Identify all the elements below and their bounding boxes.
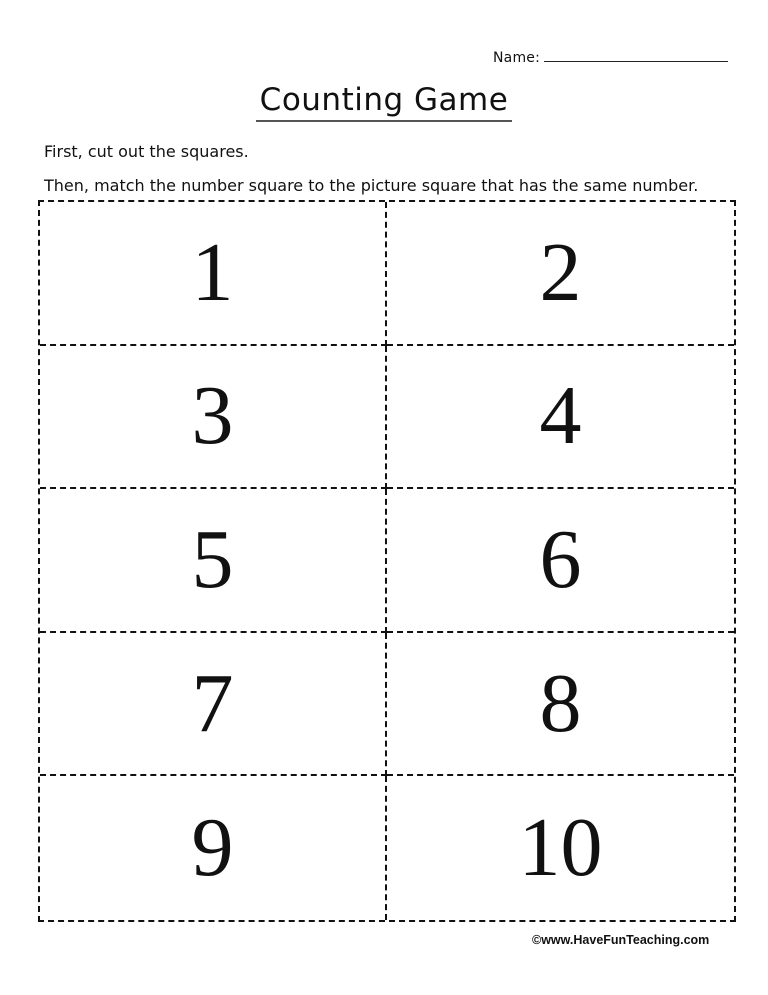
number-card-9: 9 xyxy=(40,776,387,920)
number-card-5: 5 xyxy=(40,489,387,633)
number-card-2: 2 xyxy=(387,202,734,346)
name-field xyxy=(493,50,728,66)
worksheet-title: Counting Game xyxy=(256,80,513,122)
copyright-footer: ©www.HaveFunTeaching.com xyxy=(532,933,710,947)
number-card-3: 3 xyxy=(40,346,387,490)
number-card-4: 4 xyxy=(387,346,734,490)
number-card-grid xyxy=(38,200,736,922)
name-blank-line xyxy=(544,50,728,62)
number-card-6: 6 xyxy=(387,489,734,633)
name-label: Name: xyxy=(493,50,541,66)
number-card-10: 10 xyxy=(518,801,603,895)
number-card-7: 7 xyxy=(40,633,387,777)
instruction-2: Then, match the number square to the picture square that has the same number. xyxy=(44,176,699,195)
number-card-1: 1 xyxy=(40,202,387,346)
instruction-1: First, cut out the squares. xyxy=(44,142,249,161)
number-card-8: 8 xyxy=(387,633,734,777)
worksheet-title-wrapper xyxy=(0,80,768,122)
